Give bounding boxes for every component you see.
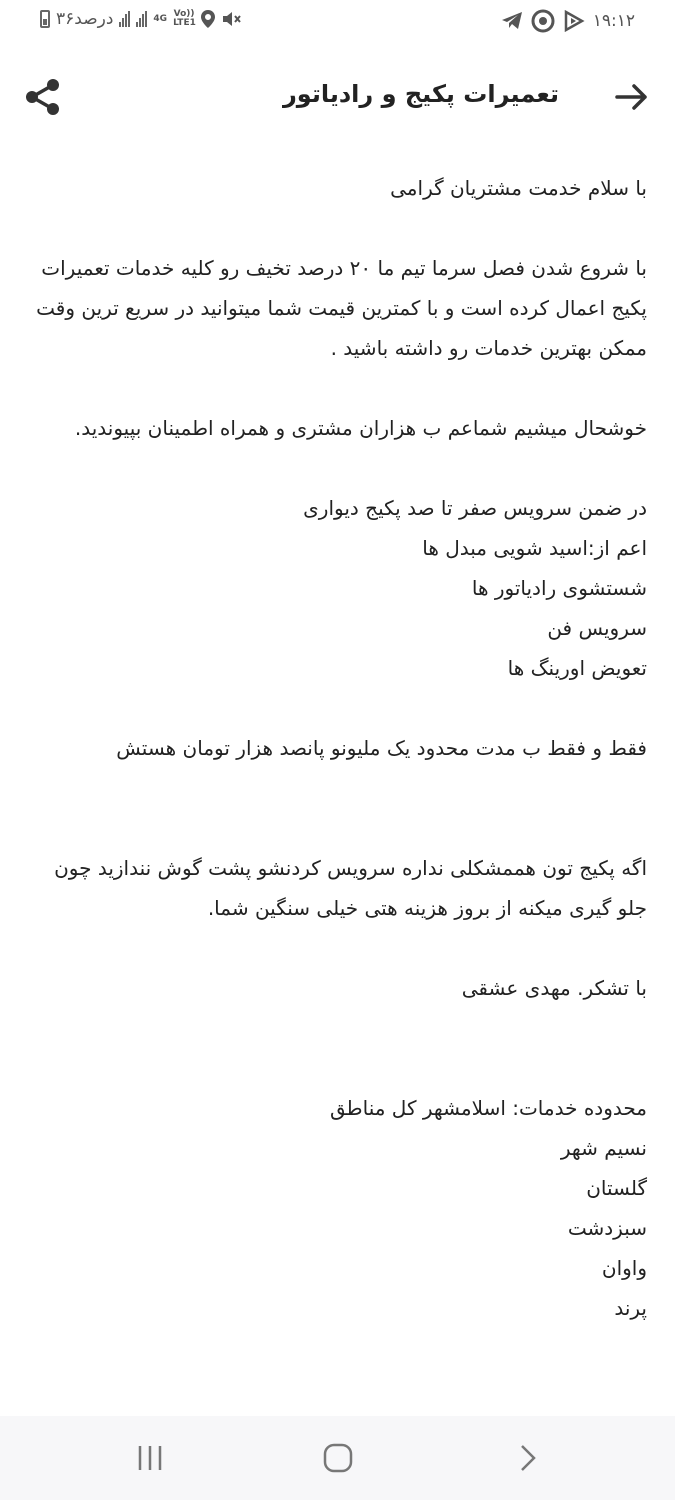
volte-indicator: Vo)) LTE1 (173, 9, 196, 28)
area-item: واوان (601, 1256, 647, 1280)
telegram-icon (501, 11, 523, 31)
status-time: ۱۹:۱۲ (592, 11, 635, 31)
location-icon (201, 10, 215, 28)
nav-back-icon (511, 1443, 541, 1473)
service-item: سرویس فن (547, 616, 647, 640)
post-content (22, 168, 647, 1328)
signal-icon-1 (119, 11, 130, 27)
nav-recents-button[interactable] (130, 1440, 170, 1476)
nav-home-button[interactable] (318, 1440, 358, 1476)
battery-text: ۳۶درصد (56, 9, 114, 29)
service-area: محدوده خدمات: اسلامشهر کل مناطق (330, 1096, 647, 1120)
home-icon (322, 1442, 354, 1474)
area-item: سبزدشت (567, 1216, 647, 1240)
service-item: شستشوی رادیاتور ها (471, 576, 647, 600)
signal-icon-2 (136, 11, 147, 27)
join-paragraph: خوشحال میشیم شماعم ب هزاران مشتری و همراه اطمینان بپیوندید. (74, 416, 647, 440)
nav-back-button[interactable] (506, 1440, 546, 1476)
status-right (501, 9, 635, 33)
arrow-right-icon[interactable] (613, 78, 651, 116)
battery-icon (40, 10, 50, 28)
area-item: گلستان (586, 1176, 647, 1200)
system-nav-bar (0, 1416, 675, 1500)
play-icon (563, 10, 585, 32)
app-bar (0, 60, 675, 136)
service-item: اعم از:اسید شویی مبدل ها (422, 536, 647, 560)
status-left (40, 9, 241, 29)
status-bar (0, 0, 675, 44)
services-intro: در ضمن سرویس صفر تا صد پکیج دیواری (303, 496, 647, 520)
area-item: پرند (614, 1296, 647, 1320)
advice-paragraph: اگه پکیج تون هممشکلی نداره سرویس کردنشو پشت گوش نندازید چون جلو گیری میکنه از بروز هزینه هتی خیلی سنگین شما. (54, 856, 647, 920)
area-item: نسیم شهر (560, 1136, 647, 1160)
greeting-text: با سلام خدمت مشتریان گرامی (390, 176, 647, 200)
share-icon[interactable] (24, 78, 62, 116)
service-item: تعویض اورینگ ها (507, 656, 647, 680)
thanks-text: با تشکر. مهدی عشقی (461, 976, 647, 1000)
price-line: فقط و فقط ب مدت محدود یک ملیونو پانصد هزار تومان هستش (116, 736, 647, 760)
intro-paragraph: با شروع شدن فصل سرما تیم ما ۲۰ درصد تخیف رو کلیه خدمات تعمیرات پکیج اعمال کرده است و با کمترین قیمت شما میتوانید در سریع ترین وقت ممکن بهترین خدمات رو داشته باشید . (36, 256, 647, 360)
mute-icon (221, 10, 241, 28)
page-title: تعمیرات پکیج و رادیاتور (282, 80, 559, 108)
recents-icon (135, 1443, 165, 1473)
record-icon (531, 9, 555, 33)
network-type: 4G (153, 13, 168, 24)
